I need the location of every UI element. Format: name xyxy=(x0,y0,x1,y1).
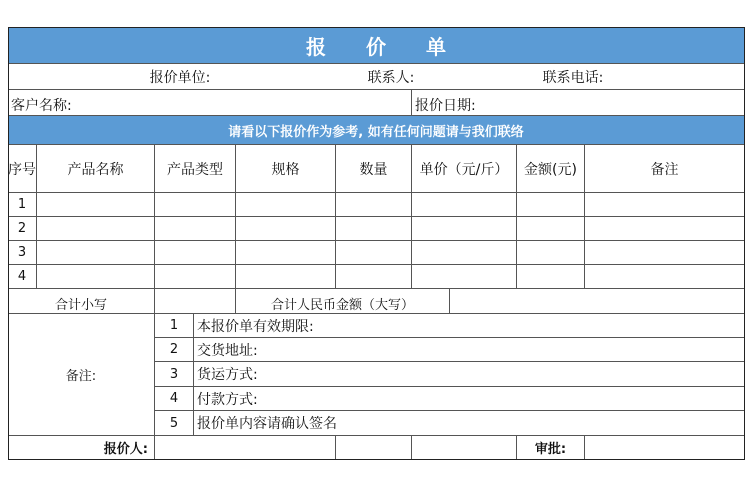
quote-date-field[interactable]: 报价日期: xyxy=(412,90,745,116)
total-small-label: 合计小写 xyxy=(8,289,155,314)
row-number: 1 xyxy=(8,193,37,217)
cell-quantity[interactable] xyxy=(336,193,412,217)
cell-quantity[interactable] xyxy=(336,265,412,289)
phone-label[interactable]: 联系电话: xyxy=(542,70,604,86)
note-text[interactable]: 交货地址: xyxy=(194,338,745,362)
cell-spec[interactable] xyxy=(236,241,336,265)
approval-label: 审批: xyxy=(517,436,585,460)
note-text[interactable]: 本报价单有效期限: xyxy=(194,314,745,338)
note-text[interactable]: 货运方式: xyxy=(194,362,745,387)
notice-banner: 请看以下报价作为参考, 如有任何问题请与我们联络 xyxy=(8,116,745,145)
total-small-value[interactable] xyxy=(155,289,236,314)
footer-blank-2[interactable] xyxy=(412,436,517,460)
customer-name-field[interactable]: 客户名称: xyxy=(8,90,412,116)
cell-product-name[interactable] xyxy=(37,193,155,217)
cell-quantity[interactable] xyxy=(336,217,412,241)
cell-unit-price[interactable] xyxy=(412,265,517,289)
header-amount: 金额(元) xyxy=(517,145,585,193)
cell-product-name[interactable] xyxy=(37,265,155,289)
note-number: 4 xyxy=(155,387,194,411)
cell-amount[interactable] xyxy=(517,193,585,217)
row-number: 2 xyxy=(8,217,37,241)
cell-product-name[interactable] xyxy=(37,217,155,241)
cell-amount[interactable] xyxy=(517,241,585,265)
header-spec: 规格 xyxy=(236,145,336,193)
header-remark: 备注 xyxy=(585,145,745,193)
cell-remark[interactable] xyxy=(585,241,745,265)
cell-spec[interactable] xyxy=(236,265,336,289)
header-unit-price: 单价（元/斤） xyxy=(412,145,517,193)
total-rmb-value[interactable] xyxy=(450,289,745,314)
cell-remark[interactable] xyxy=(585,193,745,217)
approval-field[interactable] xyxy=(585,436,745,460)
note-number: 3 xyxy=(155,362,194,387)
quoter-label: 报价人: xyxy=(8,436,155,460)
cell-product-type[interactable] xyxy=(155,265,236,289)
cell-amount[interactable] xyxy=(517,265,585,289)
quoter-field[interactable] xyxy=(155,436,336,460)
cell-product-type[interactable] xyxy=(155,217,236,241)
notes-label: 备注: xyxy=(8,314,155,436)
cell-unit-price[interactable] xyxy=(412,217,517,241)
header-no: 序号 xyxy=(8,145,37,193)
cell-unit-price[interactable] xyxy=(412,193,517,217)
cell-product-type[interactable] xyxy=(155,241,236,265)
cell-quantity[interactable] xyxy=(336,241,412,265)
note-text[interactable]: 付款方式: xyxy=(194,387,745,411)
contact-label[interactable]: 联系人: xyxy=(367,70,415,86)
header-product-name: 产品名称 xyxy=(37,145,155,193)
cell-spec[interactable] xyxy=(236,217,336,241)
note-text[interactable]: 报价单内容请确认签名 xyxy=(194,411,745,436)
note-number: 2 xyxy=(155,338,194,362)
cell-amount[interactable] xyxy=(517,217,585,241)
quote-unit-label[interactable]: 报价单位: xyxy=(149,70,211,86)
footer-blank-1[interactable] xyxy=(336,436,412,460)
header-quantity: 数量 xyxy=(336,145,412,193)
page-title: 报 价 单 xyxy=(8,27,745,64)
total-rmb-label: 合计人民币金额（大写） xyxy=(236,289,450,314)
note-number: 5 xyxy=(155,411,194,436)
cell-product-type[interactable] xyxy=(155,193,236,217)
cell-spec[interactable] xyxy=(236,193,336,217)
header-product-type: 产品类型 xyxy=(155,145,236,193)
cell-unit-price[interactable] xyxy=(412,241,517,265)
row-number: 3 xyxy=(8,241,37,265)
note-number: 1 xyxy=(155,314,194,338)
cell-remark[interactable] xyxy=(585,217,745,241)
cell-product-name[interactable] xyxy=(37,241,155,265)
row-number: 4 xyxy=(8,265,37,289)
cell-remark[interactable] xyxy=(585,265,745,289)
